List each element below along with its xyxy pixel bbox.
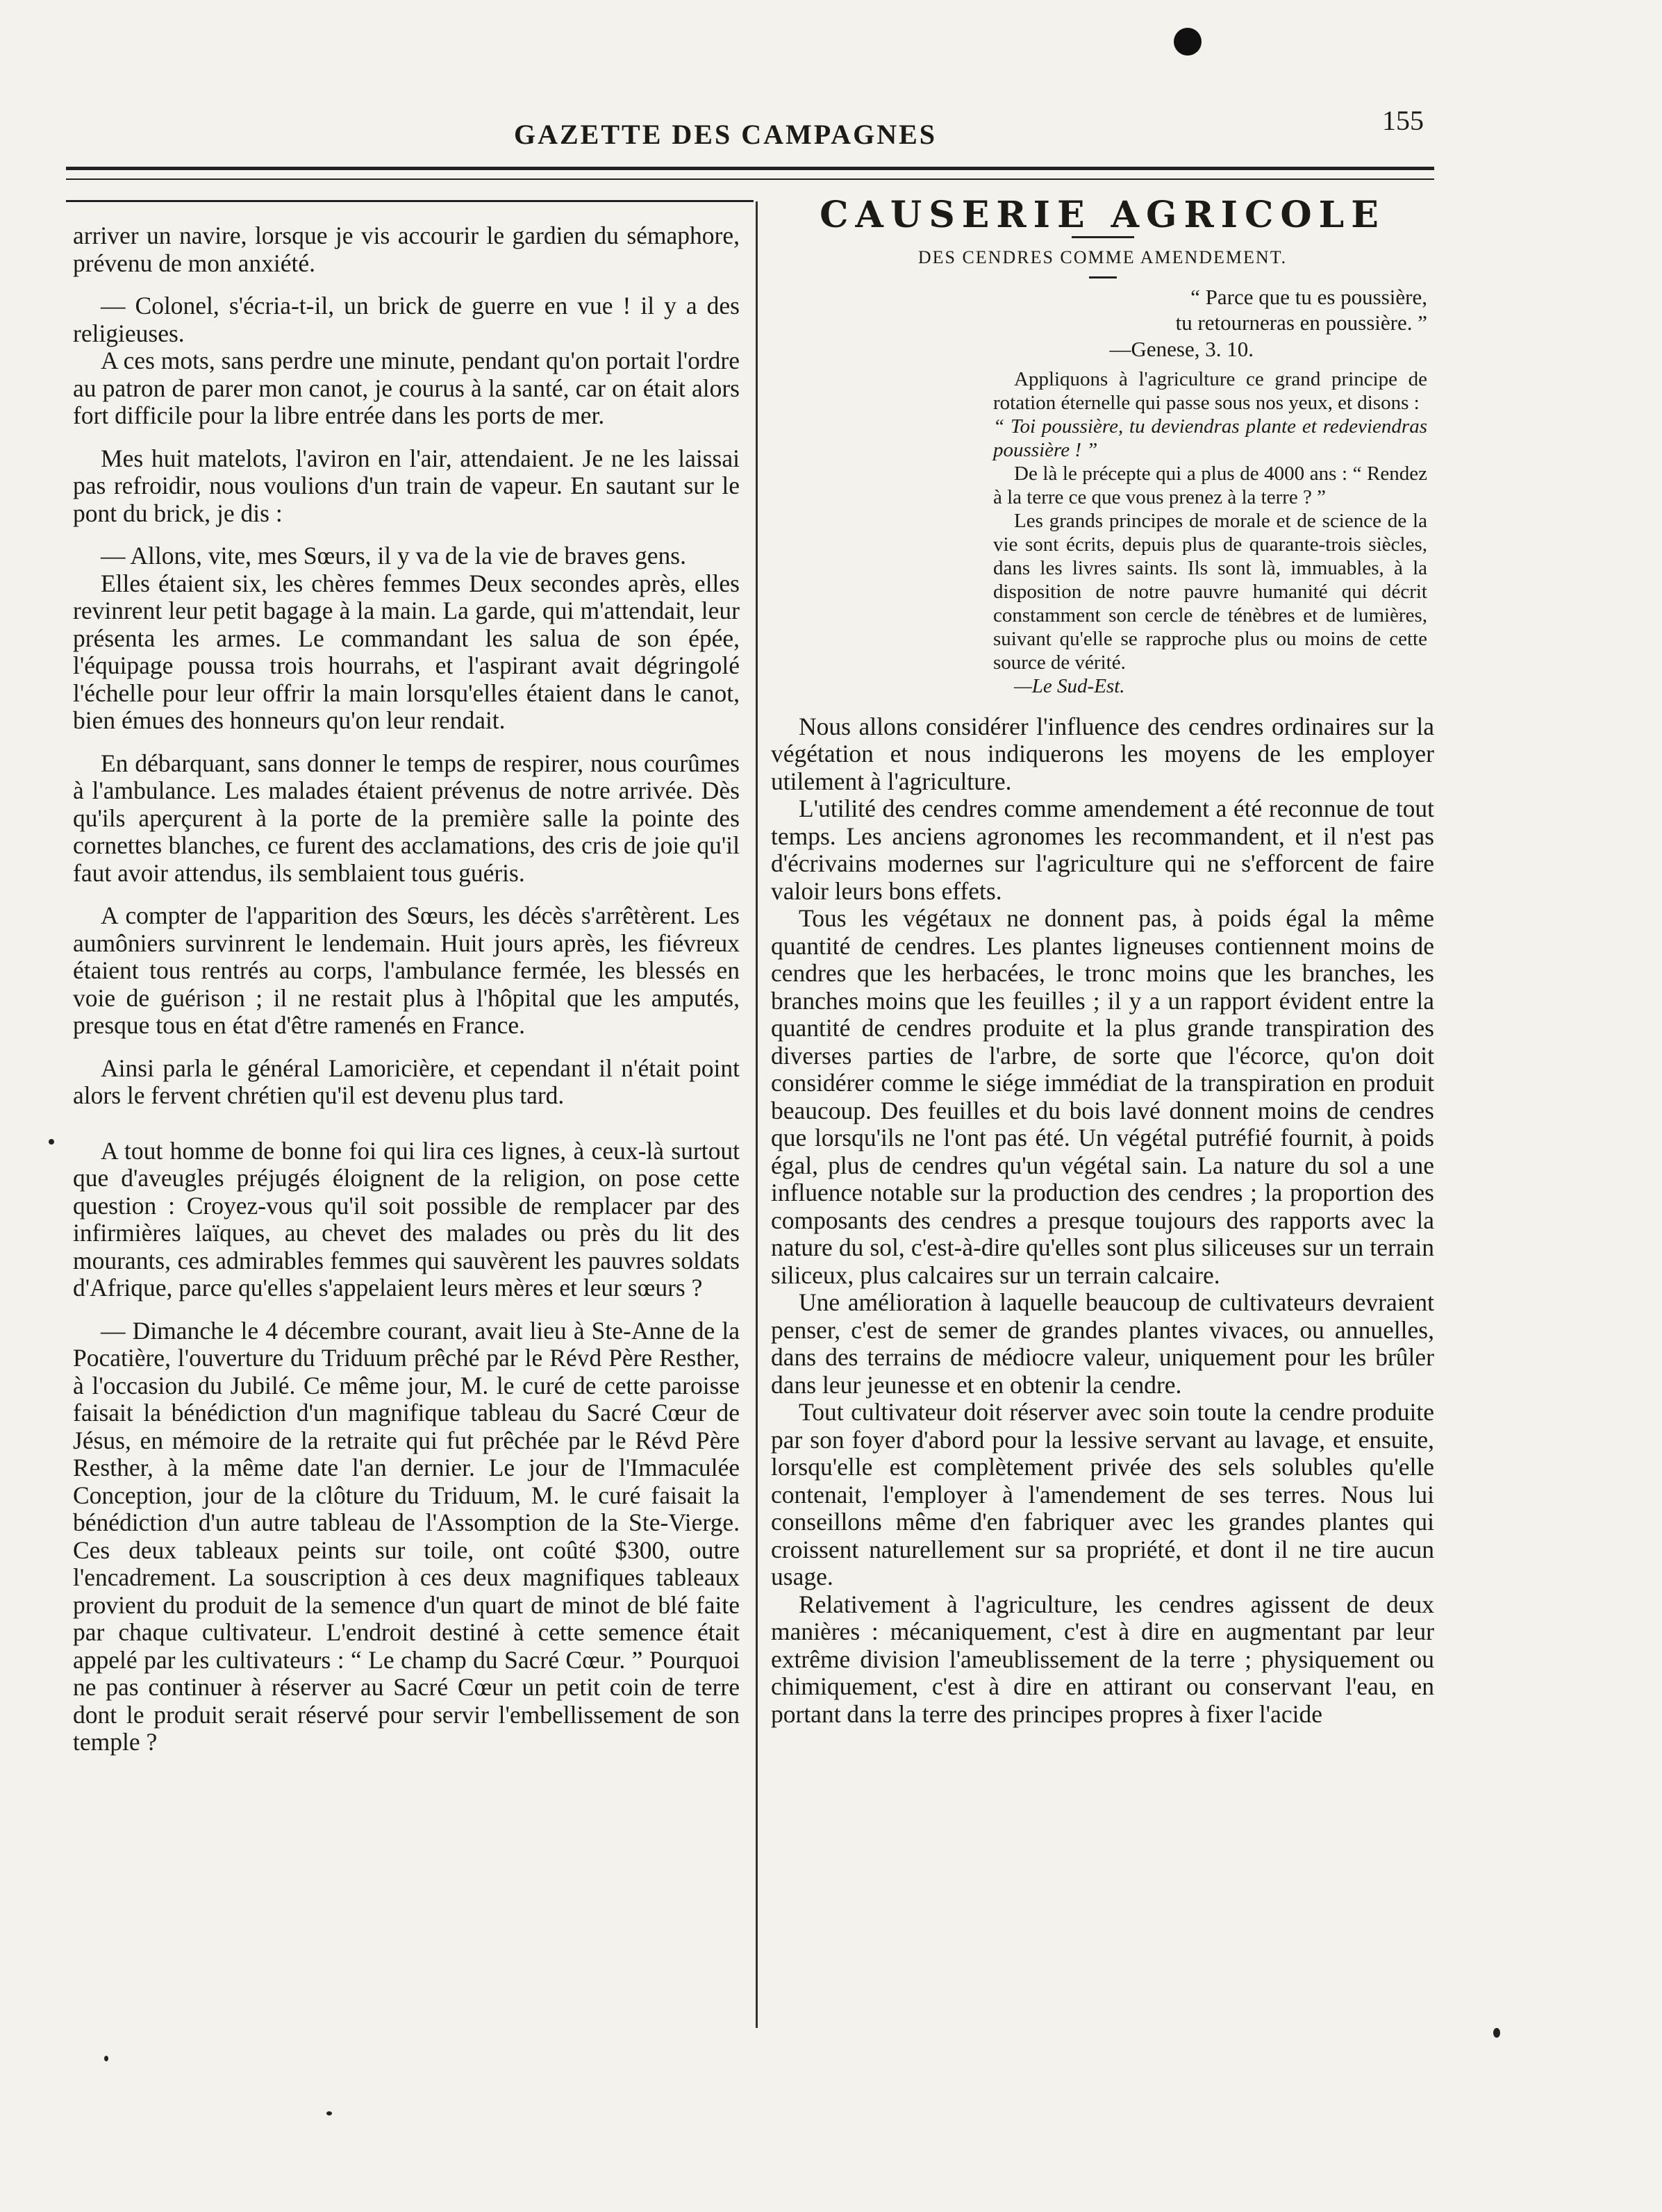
left-column	[73, 222, 740, 1756]
epigraph-line: tu retourneras en poussière. ”	[1175, 310, 1427, 335]
ink-speck	[326, 2111, 332, 2115]
paragraph: L'utilité des cendres comme amendement a été reconnue de tout temps. Les anciens agronomes les recommandent, et il n'est pas d'écrivains modernes sur l'agriculture qui ne s'efforcent de faire valoir leurs bons effets.	[771, 795, 1434, 905]
intro-paragraph: Appliquons à l'agriculture ce grand principe de rotation éternelle qui passe sous nos yeux, et disons :	[993, 367, 1427, 414]
page-header	[63, 104, 1431, 153]
paragraph: Tous les végétaux ne donnent pas, à poids égal la même quantité de cendres. Les plantes ligneuses contiennent moins de cendres que les herbacées, le tronc moins que les branches, les branches moins que les feuilles ; il y a un rapport évident entre la quantité de cendres produite et la plus grande transpiration des diverses parties de l'arbre, de sorte que l'écorce, qu'on doit considérer comme le siége immédiat de la transpiration en produit beaucoup. Des feuilles et du bois lavé donnent moins de cendres que lorsqu'ils ne l'ont pas été. Un végétal putréfié fournit, à poids égal, plus de cendres qu'un végétal sain. La nature du sol a une influence notable sur la production des cendres ; la proportion des composants des cendres a presque toujours des rapports avec la nature du sol, c'est-à-dire qu'elles sont plus siliceuses sur un terrain siliceux, plus calcaires sur un terrain calcaire.	[771, 904, 1434, 1289]
paragraph: A tout homme de bonne foi qui lira ces lignes, à ceux-là surtout que d'aveugles préjugés éloignent de la religion, on pose cette question : Croyez-vous qu'il soit possible de remplacer par des infirmières laïques, au chevet des malades ou près du lit des mourants, ces admirables femmes qui sauvèrent les pauvres soldats d'Afrique, parce qu'elles s'appelaient leurs mères et leur sœurs ?	[73, 1136, 740, 1302]
intro-block	[993, 367, 1434, 698]
intro-signature: —Le Sud-Est.	[1014, 674, 1125, 697]
epigraph-source: —Genese, 3. 10.	[1109, 337, 1254, 361]
section-title: CAUSERIE AGRICOLE	[820, 194, 1386, 236]
epigraph	[1035, 284, 1434, 335]
paragraph: Mes huit matelots, l'aviron en l'air, attendaient. Je ne les laissai pas refroidir, nous voulions d'un train de vapeur. En sautant sur le pont du brick, je dis :	[73, 444, 740, 527]
paragraph: Ainsi parla le général Lamoricière, et cependant il n'était point alors le fervent chrétien qu'il est devenu plus tard.	[73, 1054, 740, 1109]
paragraph: — Colonel, s'écria-t-il, un brick de guerre en vue ! il y a des religieuses.	[73, 292, 740, 347]
column-divider	[756, 201, 758, 2028]
paragraph: Tout cultivateur doit réserver avec soin toute la cendre produite par son foyer d'abord pour la lessive servant au lavage, et ensuite, lorsqu'elle est complètement privée des sels solubles qu'elle contenait, l'employer à l'amendement de ses terres. Nous lui conseillons même d'en fabriquer avec les grandes plantes qui croissent naturellement sur sa propriété, et dont il ne tire aucun usage.	[771, 1398, 1434, 1590]
right-column	[771, 194, 1434, 1728]
ink-speck	[49, 1139, 54, 1145]
page-title: GAZETTE DES CAMPAGNES	[514, 119, 938, 150]
paragraph: Relativement à l'agriculture, les cendres agissent de deux manières : mécaniquement, c'est à dire en augmentant par leur extrême division l'ameublissement de la terre ; physiquement ou chimiquement, c'est à dire en attirant ou conservant l'eau, en portant dans la terre des principes propres à fixer l'acide	[771, 1590, 1434, 1728]
paragraph: En débarquant, sans donner le temps de respirer, nous courûmes à l'ambulance. Les malades étaient prévenus de notre arrivée. Dès qu'ils aperçurent à la porte de la première salle la pointe des cornettes blanches, ce furent des acclamations, des cris de joie qu'il faut avoir attendus, ils semblaient tous guéris.	[73, 749, 740, 887]
intro-paragraph: Les grands principes de morale et de science de la vie sont écrits, depuis plus de quarante-trois siècles, dans les livres saints. Ils sont là, immuables, à la disposition de notre pauvre humanité qui décrit constamment son cercle de ténèbres et de lumières, suivant qu'elle se rapproche plus ou moins de cette source de vérité.	[993, 509, 1427, 674]
column-top-rule	[66, 200, 754, 202]
intro-quote: “ Toi poussière, tu deviendras plante et redeviendras poussière ! ”	[993, 415, 1427, 461]
epigraph-line: “ Parce que tu es poussière,	[1190, 285, 1427, 309]
paragraph: A ces mots, sans perdre une minute, pendant qu'on portait l'ordre au patron de parer mon canot, je courus à la santé, car on était alors fort difficile pour la libre entrée dans les ports de mer.	[73, 347, 740, 429]
paragraph: Nous allons considérer l'influence des cendres ordinaires sur la végétation et nous indiquerons les moyens de les employer utilement à l'agriculture.	[771, 712, 1434, 795]
paragraph: arriver un navire, lorsque je vis accourir le gardien du sémaphore, prévenu de mon anxiété.	[73, 222, 740, 277]
page-number: 155	[1382, 105, 1424, 136]
paragraph: Une amélioration à laquelle beaucoup de cultivateurs devraient penser, c'est de semer de grandes plantes vivaces, ou annuelles, dans des terrains de médiocre valeur, uniquement pour les brûler dans leur jeunesse et en obtenir la cendre.	[771, 1288, 1434, 1399]
news-item: — Dimanche le 4 décembre courant, avait lieu à Ste-Anne de la Pocatière, l'ouverture du Triduum prêché par le Révd Père Resther, à l'occasion du Jubilé. Ce même jour, M. le curé de cette paroisse faisait la bénédiction d'un magnifique tableau du Sacré Cœur de Jésus, en mémoire de la retraite qui fut prêchée par le Révd Père Resther, à la même date l'an dernier. Le jour de l'Immaculée Conception, jour de la clôture du Triduum, M. le curé faisait la bénédiction d'un autre tableau de l'Assomption de la Ste-Vierge. Ces deux tableaux peints sur toile, ont coûté $300, outre l'encadrement. La souscription à ces deux magnifiques tableaux provient du produit de la semence d'un quart de minot de blé faite par chaque cultivateur. L'endroit destiné à cette semence était appelé par les cultivateurs : “ Le champ du Sacré Cœur. ” Pourquoi ne pas continuer à réserver au Sacré Cœur un petit coin de terre dont le produit serait réservé pour servir l'embellissement de son temple ?	[73, 1316, 740, 1756]
paragraph: Elles étaient six, les chères femmes Deux secondes après, elles revinrent leur petit bagage à la main. La garde, qui m'attendait, leur présenta les armes. Le commandant les salua de son épée, l'équipage poussa trois hourrahs, et l'aspirant avait dégringolé l'échelle pour leur offrir la main lorsqu'elles étaient dans le canot, bien émues des honneurs qu'on leur rendait.	[73, 569, 740, 734]
ink-speck	[1493, 2028, 1500, 2038]
paragraph: — Allons, vite, mes Sœurs, il y va de la vie de braves gens.	[101, 542, 686, 569]
printer-ornament-icon	[1174, 28, 1202, 56]
ink-speck	[104, 2056, 108, 2061]
section-subtitle: DES CENDRES COMME AMENDEMENT.	[917, 247, 1288, 267]
subtitle-rule	[1089, 276, 1117, 278]
paragraph: A compter de l'apparition des Sœurs, les décès s'arrêtèrent. Les aumôniers survinrent le lendemain. Huit jours après, les fiévreux étaient tous rentrés au corps, l'ambulance fermée, les blessés en voie de guérison ; il ne restait plus à l'hôpital que les amputés, presque tous en état d'être ramenés en France.	[73, 901, 740, 1039]
intro-paragraph: De là le précepte qui a plus de 4000 ans : “ Rendez à la terre ce que vous prenez à la terre ? ”	[993, 462, 1427, 508]
header-rule	[66, 167, 1434, 180]
